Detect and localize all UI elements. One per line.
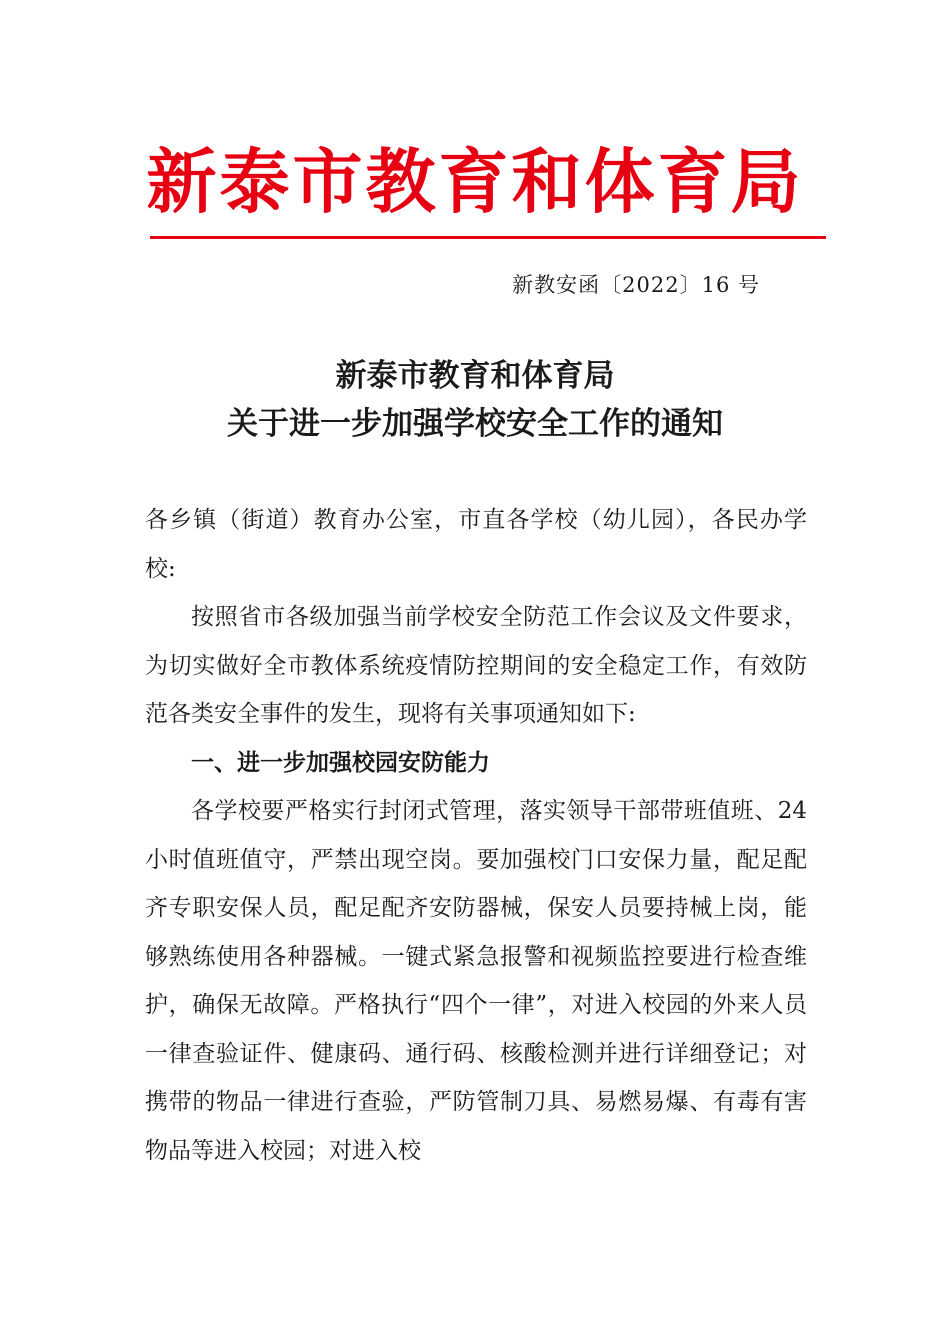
intro-paragraph: 按照省市各级加强当前学校安全防范工作会议及文件要求，为切实做好全市教体系统疫情防控期间的安全稳定工作，有效防范各类安全事件的发生，现将有关事项通知如下: — [145, 604, 807, 727]
salutation: 各乡镇（街道）教育办公室，市直各学校（幼儿园），各民办学校: — [145, 507, 807, 582]
section-paragraph: 各学校要严格实行封闭式管理，落实领导干部带班值班、24 小时值班值守，严禁出现空岗。要加强校门口安保力量，配足配齐专职安保人员，配足配齐安防器械，保安人员要持械上岗，能够熟练使用各种器械。一键式紧急报警和视频监控要进行检查维护，确保无故障。严格执行“四个一律”，对进入校园的外来人员一律查验证件、健康码、通行码、核酸检测并进行详细登记；对携带的物品一律进行查验，严防管制刀具、易燃易爆、有毒有害物品等进入校园；对进入校 — [145, 798, 807, 1164]
document-number: 新教安函〔2022〕16 号 — [512, 273, 760, 297]
document-title-line1: 新泰市教育和体育局 — [335, 358, 615, 394]
section-heading: 一、进一步加强校园安防能力 — [191, 749, 490, 776]
masthead-red-rule — [150, 236, 826, 239]
masthead-agency-name: 新泰市教育和体育局 — [146, 140, 804, 223]
document-body — [145, 496, 807, 1175]
document-title-line2: 关于进一步加强学校安全工作的通知 — [227, 406, 723, 442]
